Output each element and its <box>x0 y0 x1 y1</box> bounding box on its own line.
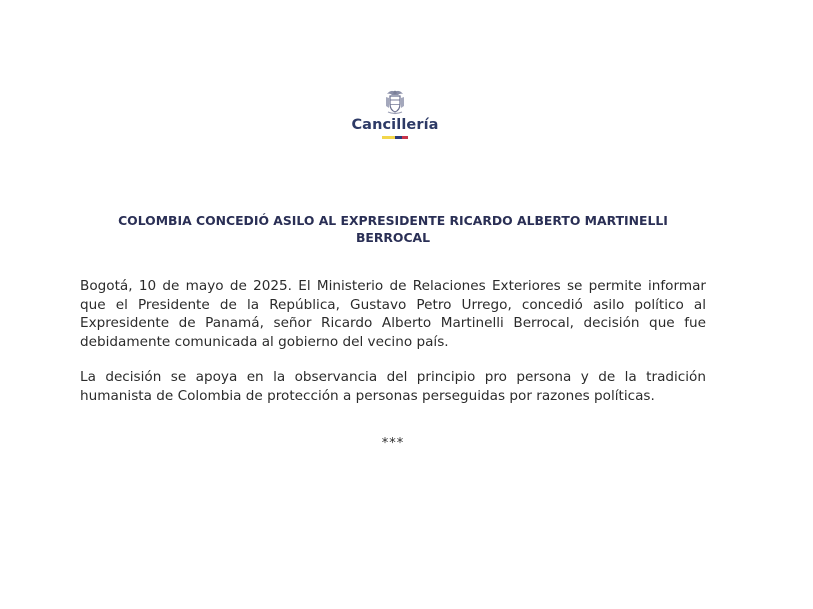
paragraph-justification: La decisión se apoya en la observancia del principio pro persona y de la tradición humanista de Colombia de protección a personas perseguidas por razones políticas. <box>80 369 706 404</box>
paragraph-announcement: Bogotá, 10 de mayo de 2025. El Ministerio de Relaciones Exteriores se permite informar que el Presidente de la República, Gustavo Petro Urrego, concedió asilo político al Expresidente de Panamá, señor Ricardo Alberto Martinelli Berrocal, decisión que fue debidamente comunicada al gobierno del vecino país. <box>80 278 706 350</box>
cancilleria-wordmark: Cancillería <box>351 117 439 133</box>
closing-mark: *** <box>381 436 405 451</box>
press-release-title: COLOMBIA CONCEDIÓ ASILO AL EXPRESIDENTE RICARDO ALBERTO MARTINELLI BERROCAL <box>118 213 668 245</box>
tricolor-yellow <box>382 136 395 139</box>
coat-of-arms-icon <box>383 88 407 116</box>
cancilleria-logo <box>340 88 450 139</box>
tricolor-underline <box>382 136 408 139</box>
tricolor-red <box>402 136 409 139</box>
